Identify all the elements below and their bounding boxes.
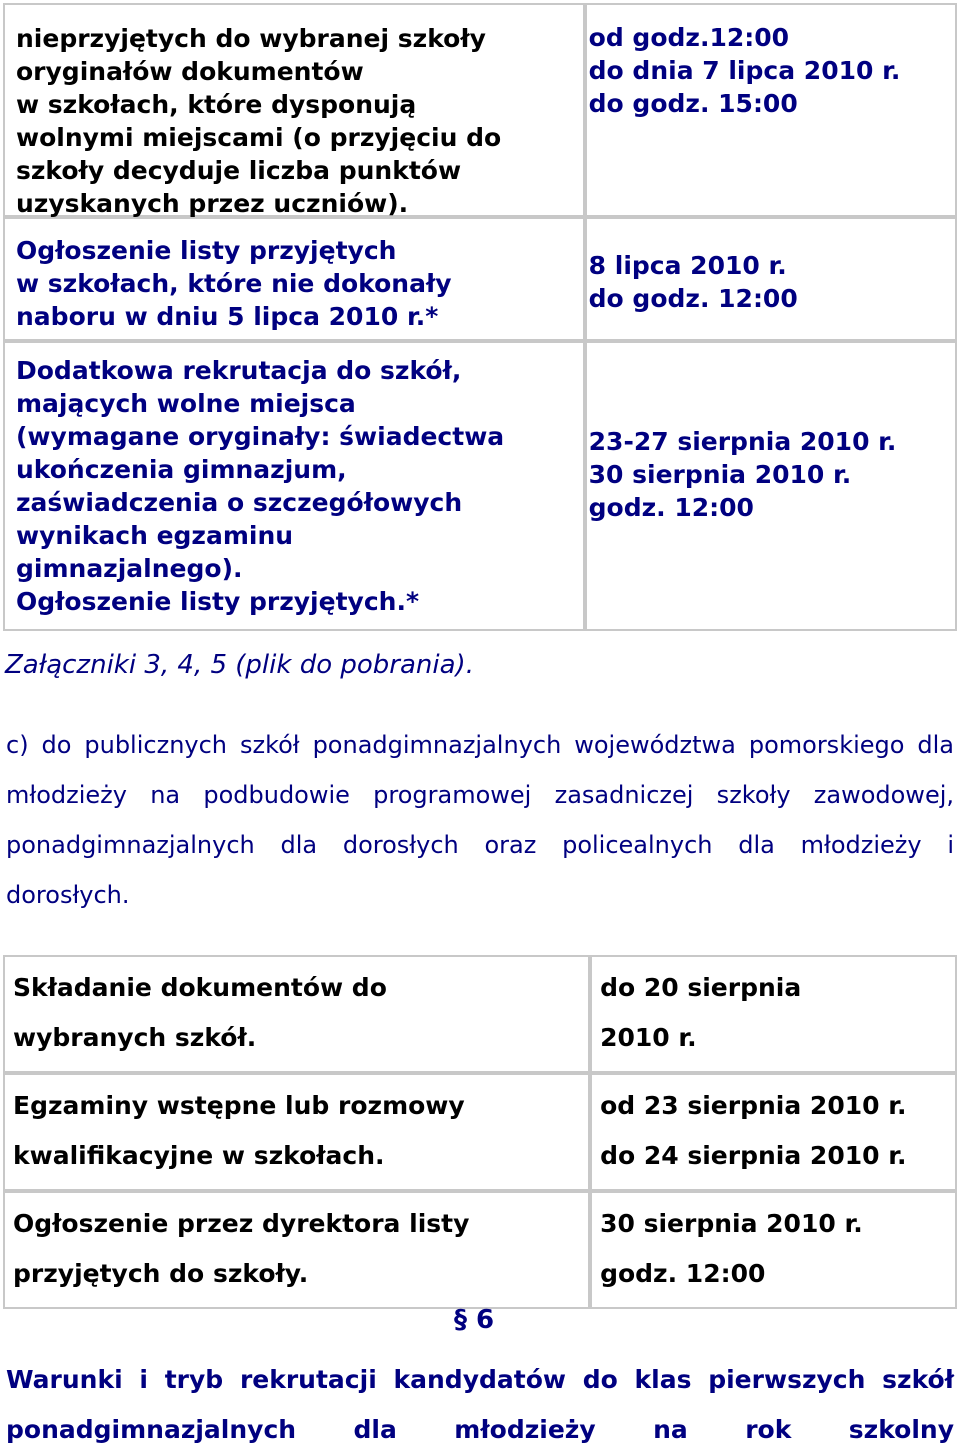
table-cell xyxy=(3,341,585,631)
cell-line: w szkołach, które nie dokonały xyxy=(16,269,452,298)
cell-line: do godz. 15:00 xyxy=(588,89,798,118)
table-row xyxy=(3,955,957,1073)
cell-line: od godz.12:00 xyxy=(588,23,790,52)
cell-line: w szkołach, które dysponują xyxy=(16,90,417,119)
cell-line: przyjętych do szkoły. xyxy=(13,1259,309,1288)
table-cell xyxy=(585,217,957,341)
table-cell xyxy=(3,3,585,217)
table-cell xyxy=(3,1073,590,1191)
cell-line: 23-27 sierpnia 2010 r. xyxy=(588,427,897,456)
cell-line: (wymagane oryginały: świadectwa xyxy=(16,422,505,451)
cell-line: do 24 sierpnia 2010 r. xyxy=(600,1141,907,1170)
cell-line: nieprzyjętych do wybranej szkoły xyxy=(16,24,486,53)
cell-line: Składanie dokumentów do xyxy=(13,973,387,1002)
cell-line: 30 sierpnia 2010 r. xyxy=(588,460,852,489)
cell-line: gimnazjalnego). xyxy=(16,554,243,583)
cell-line: naboru w dniu 5 lipca 2010 r.* xyxy=(16,302,439,331)
table-row xyxy=(3,217,957,341)
cell-line: 30 sierpnia 2010 r. xyxy=(600,1209,863,1238)
table-row xyxy=(3,341,957,631)
table-cell xyxy=(3,1191,590,1309)
cell-line: uzyskanych przez uczniów). xyxy=(16,189,409,218)
cell-line: do dnia 7 lipca 2010 r. xyxy=(588,56,901,85)
table-row xyxy=(3,3,957,217)
cell-line: Ogłoszenie listy przyjętych xyxy=(16,236,397,265)
table-cell xyxy=(585,341,957,631)
cell-line: Ogłoszenie przez dyrektora listy xyxy=(13,1209,470,1238)
table-cell xyxy=(3,955,590,1073)
cell-line: Egzaminy wstępne lub rozmowy xyxy=(13,1091,465,1120)
cell-line: wynikach egzaminu xyxy=(16,521,294,550)
cell-line: godz. 12:00 xyxy=(588,493,754,522)
table-cell xyxy=(585,3,957,217)
schedule-table-1 xyxy=(3,3,957,631)
cell-line: oryginałów dokumentów xyxy=(16,57,364,86)
cell-line: wybranych szkół. xyxy=(13,1023,257,1052)
section-title: Warunki i tryb rekrutacji kandydatów do klas pierwszych szkół ponadgimnazjalnych dla młodzieży na rok szkolny xyxy=(6,1365,954,1444)
attachments-note: Załączniki 3, 4, 5 (plik do pobrania). xyxy=(5,650,474,680)
cell-line: 8 lipca 2010 r. xyxy=(588,251,787,280)
cell-line: do godz. 12:00 xyxy=(588,284,798,313)
cell-line: do 20 sierpnia xyxy=(600,973,802,1002)
cell-line: mających wolne miejsca xyxy=(16,389,356,418)
table-cell xyxy=(590,955,957,1073)
paragraph-c: c) do publicznych szkół ponadgimnazjalnych województwa pomorskiego dla młodzieży na podbudowie programowej zasadniczej szkoły zawodowej, ponadgimnazjalnych dla dorosłych oraz policealnych dla młodzieży i dorosłych. xyxy=(6,731,954,909)
cell-line: Dodatkowa rekrutacja do szkół, xyxy=(16,356,462,385)
table-cell xyxy=(3,217,585,341)
cell-line: 2010 r. xyxy=(600,1023,697,1052)
section-heading: § 6 xyxy=(454,1305,495,1335)
cell-line: szkoły decyduje liczba punktów xyxy=(16,156,462,185)
cell-line: godz. 12:00 xyxy=(600,1259,766,1288)
table-cell xyxy=(590,1191,957,1309)
table-cell xyxy=(590,1073,957,1191)
table-row xyxy=(3,1191,957,1309)
cell-line: zaświadczenia o szczegółowych xyxy=(16,488,463,517)
table-row xyxy=(3,1073,957,1191)
schedule-table-2 xyxy=(3,955,957,1309)
cell-line: kwalifikacyjne w szkołach. xyxy=(13,1141,385,1170)
cell-line: Ogłoszenie listy przyjętych.* xyxy=(16,587,420,616)
cell-line: ukończenia gimnazjum, xyxy=(16,455,347,484)
cell-line: od 23 sierpnia 2010 r. xyxy=(600,1091,907,1120)
cell-line: wolnymi miejscami (o przyjęciu do xyxy=(16,123,502,152)
